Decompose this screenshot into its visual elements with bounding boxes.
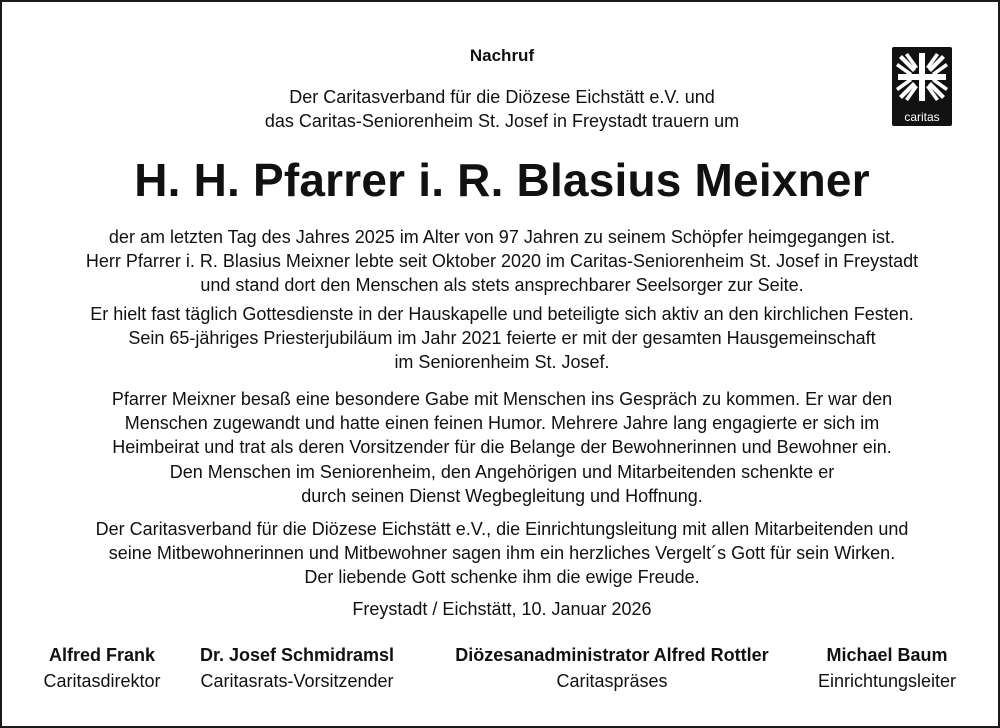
text-line: Sein 65-jähriges Priesterjubiläum im Jahr 2021 feierte er mit der gesamten Hausgemeinschaft [128,328,876,349]
place-and-date: Freystadt / Eichstätt, 10. Januar 2026 [352,599,652,619]
intro-line: Der Caritasverband für die Diözese Eichstätt e.V. und [289,87,715,107]
signatory-name: Michael Baum [826,645,948,665]
intro-line: das Caritas-Seniorenheim St. Josef in Freystadt trauern um [264,111,740,131]
text-line: seine Mitbewohnerinnen und Mitbewohner sagen ihm ein herzliches Vergelt´s Gott für sein Wirken. [108,543,896,564]
signatory-role: Caritasdirektor [43,671,161,691]
paragraph [12,225,992,298]
paragraph [12,517,992,590]
signatory-role: Einrichtungsleiter [817,671,957,691]
signatory-name: Alfred Frank [48,645,156,665]
deceased-name: H. H. Pfarrer i. R. Blasius Meixner [134,154,870,206]
signatory-name: Diözesanadministrator Alfred Rottler [455,645,769,665]
caritas-flame-cross-icon [892,47,952,107]
signatory [422,642,802,694]
caritas-logo [892,47,952,126]
logo-text: caritas [904,110,940,124]
signatory [182,642,412,694]
text-line: Pfarrer Meixner besaß eine besondere Gabe mit Menschen ins Gespräch zu kommen. Er war den [111,389,893,409]
text-line: Den Menschen im Seniorenheim, den Angehörigen und Mitarbeitenden schenkte er [169,461,835,482]
text-line: im Seniorenheim St. Josef. [394,352,610,373]
signatory-name: Dr. Josef Schmidramsl [199,645,395,665]
signatory-role: Caritaspräses [556,671,668,691]
signatory [797,642,977,694]
text-line: Heimbeirat und trat als deren Vorsitzender für die Belange der Bewohnerinnen und Bewohner ein. [112,437,892,458]
text-line: Der liebende Gott schenke ihm die ewige Freude. [304,567,700,588]
text-line: Der Caritasverband für die Diözese Eichstätt e.V., die Einrichtungsleitung mit allen Mitarbeitenden und [95,519,909,539]
text-line: durch seinen Dienst Wegbegleitung und Hoffnung. [301,485,703,506]
text-line: Er hielt fast täglich Gottesdienste in der Hauskapelle und beteiligte sich aktiv an den kirchlichen Festen. [90,304,914,324]
text-line: der am letzten Tag des Jahres 2025 im Alter von 97 Jahren zu seinem Schöpfer heimgegangen ist. [108,227,896,247]
text-line: Menschen zugewandt und hatte einen feinen Humor. Mehrere Jahre lang engagierte er sich im [124,413,880,434]
paragraph [12,387,992,508]
notice-heading: Nachruf [469,46,535,65]
paragraph [12,302,992,375]
signatory-role: Caritasrats-Vorsitzender [200,671,394,691]
text-line: und stand dort den Menschen als stets ansprechbarer Seelsorger zur Seite. [200,275,804,296]
signatory [22,642,182,694]
text-line: Herr Pfarrer i. R. Blasius Meixner lebte seit Oktober 2020 im Caritas-Seniorenheim St. Josef in Freystadt [85,251,919,272]
intro-text [2,85,1000,133]
